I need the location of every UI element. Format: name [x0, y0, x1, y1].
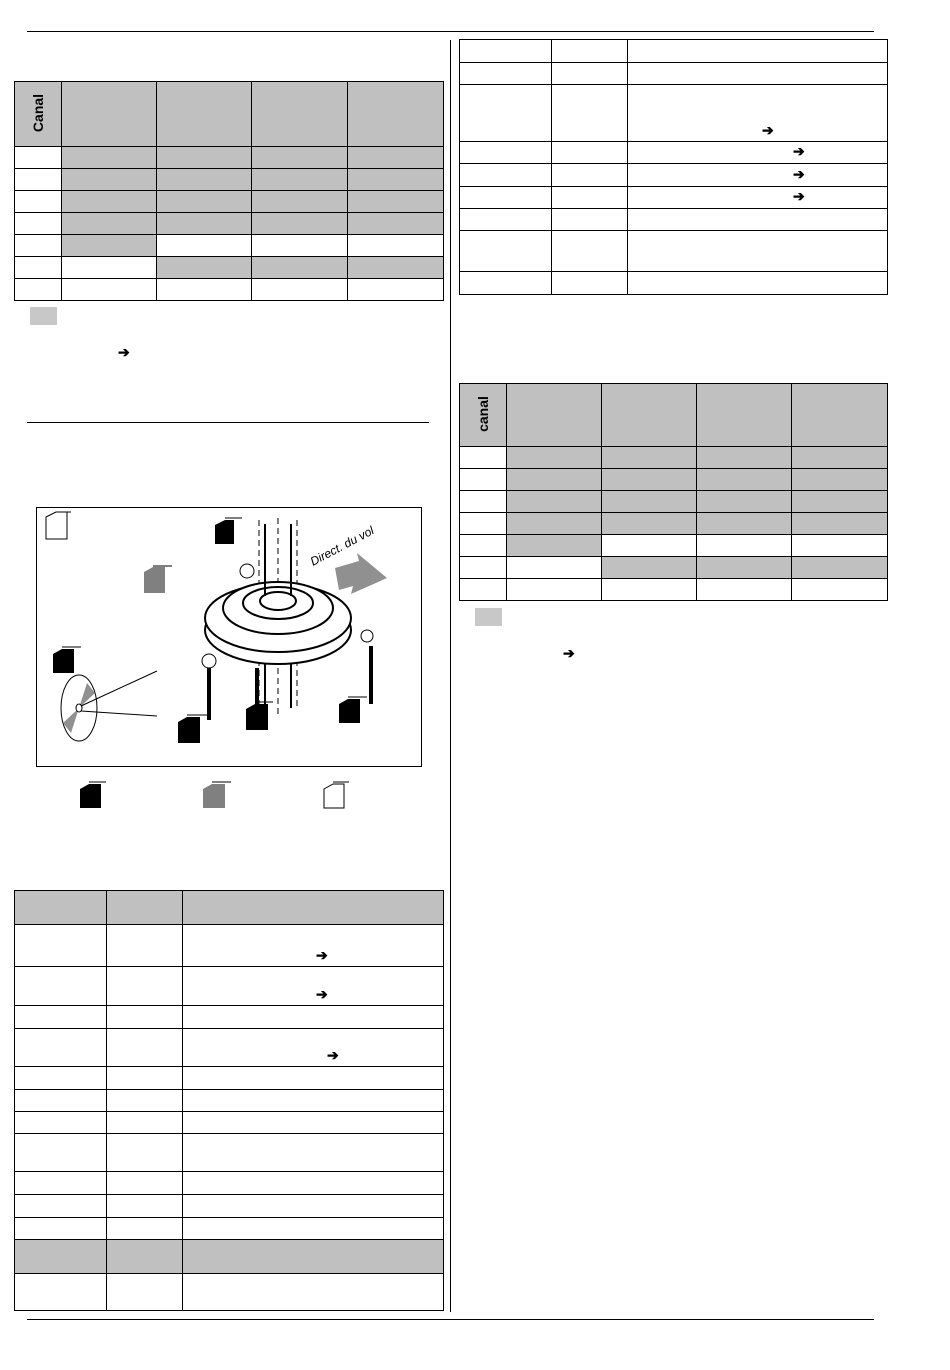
header-cell	[252, 82, 348, 147]
arrow-icon: ➔	[316, 986, 328, 1002]
servo-disc-icon	[61, 671, 157, 741]
arrow-icon: ➔	[762, 122, 774, 138]
canal-header-label: Canal	[30, 93, 46, 133]
bottom-rule	[27, 1319, 874, 1320]
column-divider	[450, 40, 451, 1312]
canal-header-cell	[15, 82, 62, 147]
arrow-icon: ➔	[316, 947, 328, 963]
arrow-icon: ➔	[118, 344, 130, 360]
header-cell	[62, 82, 157, 147]
arrow-icon: ➔	[563, 645, 575, 661]
right-canal-table	[459, 383, 888, 601]
servo-white-icon	[322, 780, 352, 810]
canal-header-cell	[460, 384, 507, 447]
arrow-icon: ➔	[793, 166, 805, 182]
section-rule	[27, 422, 429, 423]
servo-black-icon	[339, 697, 367, 723]
servo-grey-icon	[201, 780, 233, 810]
flight-direction-arrow	[335, 553, 387, 594]
flight-direction-label: Direct. du vol	[307, 523, 377, 569]
servo-black-icon	[178, 715, 207, 743]
shade-legend-swatch	[475, 608, 502, 626]
swashplate-figure	[36, 507, 422, 767]
shade-legend-swatch	[30, 307, 57, 325]
swashplate-drawing	[37, 508, 421, 766]
left-canal-table	[14, 81, 444, 301]
header-cell	[157, 82, 252, 147]
servo-black-icon	[215, 518, 242, 544]
servo-black-icon	[78, 780, 108, 810]
servo-grey-icon	[144, 566, 172, 593]
servo-white-icon	[46, 512, 71, 539]
arrow-icon: ➔	[793, 188, 805, 204]
top-rule	[27, 31, 874, 32]
servo-black-icon	[246, 702, 273, 730]
right-settings-table	[459, 39, 888, 295]
arrow-icon: ➔	[327, 1047, 339, 1063]
arrow-icon: ➔	[793, 143, 805, 159]
canal-header-label: canal	[475, 396, 491, 432]
servo-black-icon	[53, 647, 81, 673]
header-cell	[348, 82, 444, 147]
left-settings-table	[14, 890, 444, 1311]
